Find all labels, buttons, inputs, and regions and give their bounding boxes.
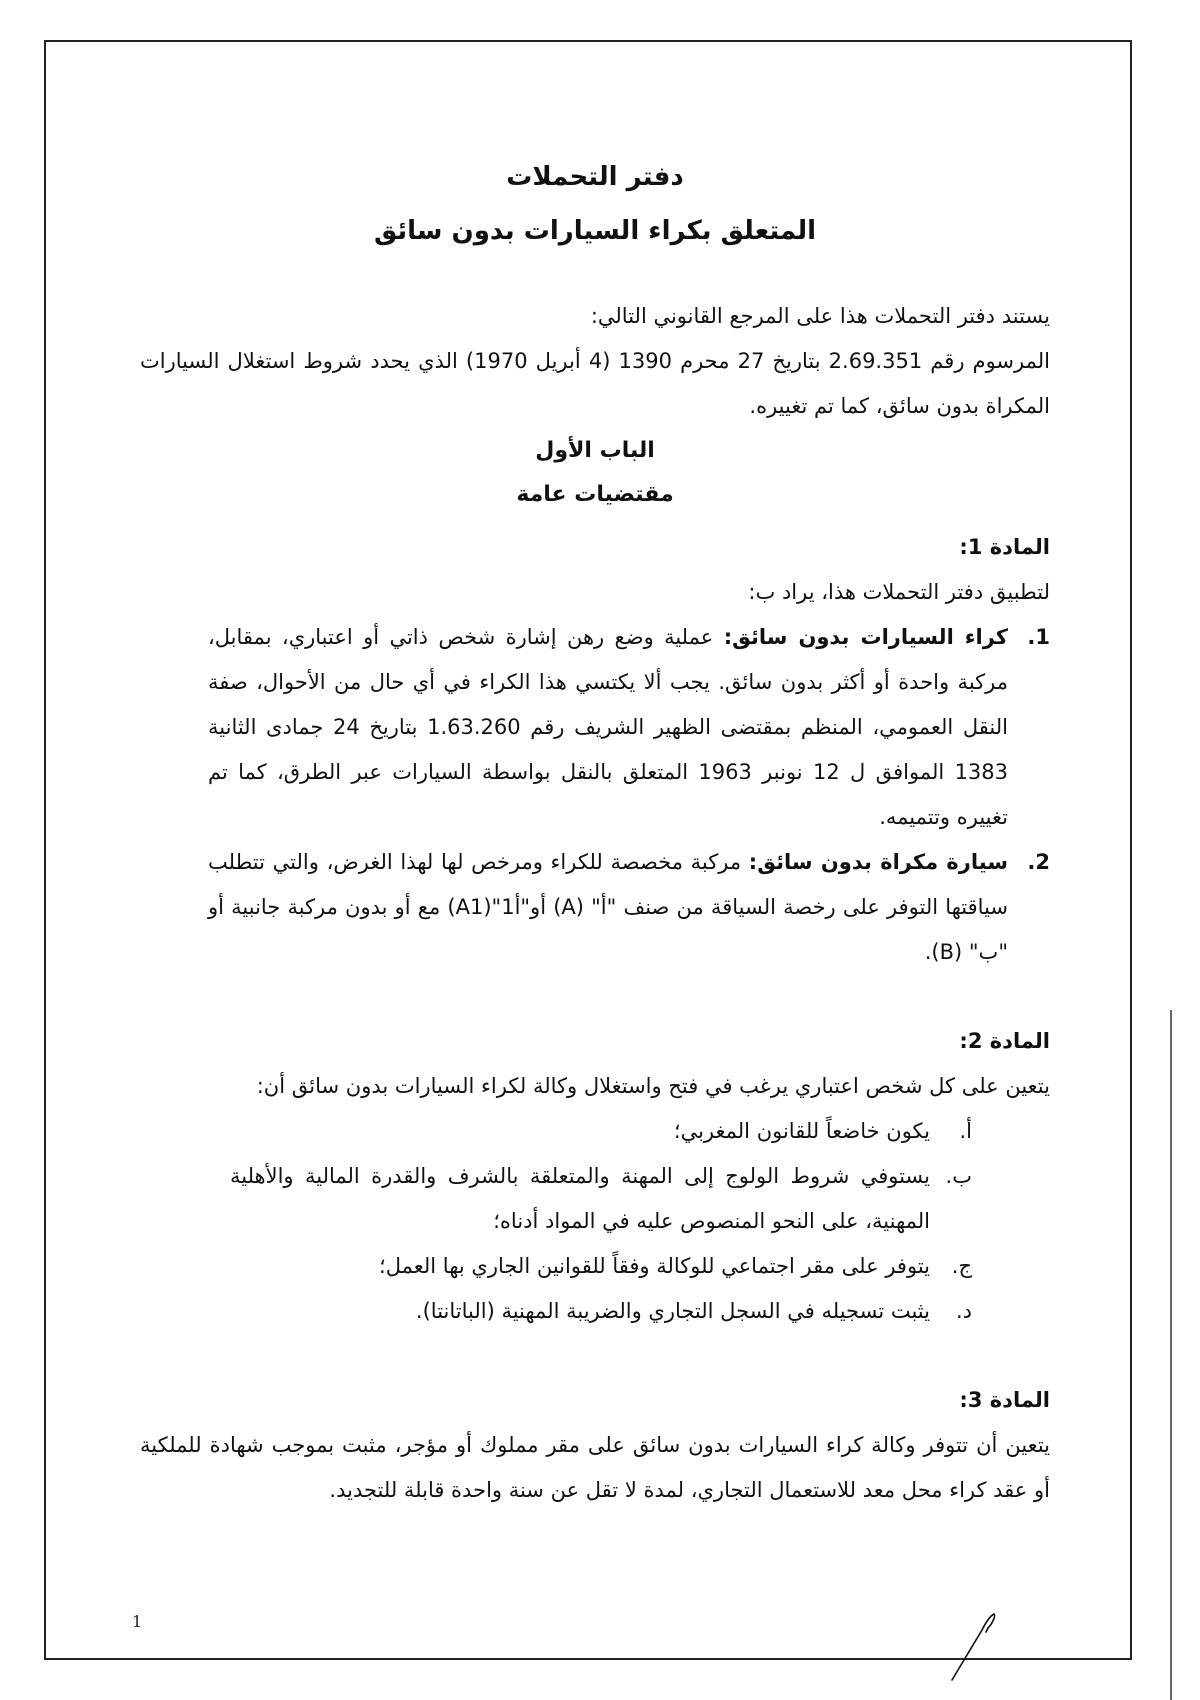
document-subtitle: المتعلق بكراء السيارات بدون سائق bbox=[373, 216, 817, 246]
chapter-subtitle: مقتضيات عامة bbox=[516, 482, 674, 507]
definition-term: سيارة مكراة بدون سائق: bbox=[748, 850, 1008, 874]
article-1-definitions bbox=[140, 615, 1050, 975]
article-2-lead: يتعين على كل شخص اعتباري يرغب في فتح واستغلال وكالة لكراء السيارات بدون سائق أن: bbox=[256, 1074, 1050, 1098]
condition-item bbox=[230, 1154, 972, 1244]
item-number: 2. bbox=[1027, 850, 1050, 874]
article-3-heading: المادة 3: bbox=[959, 1388, 1050, 1412]
condition-text: يتوفر على مقر اجتماعي للوكالة وفقاً للقوانين الجاري بها العمل؛ bbox=[379, 1254, 930, 1278]
condition-item bbox=[230, 1289, 972, 1334]
definition-item bbox=[208, 840, 1050, 975]
condition-text: يستوفي شروط الولوج إلى المهنة والمتعلقة بالشرف والقدرة المالية والأهلية المهنية، على النحو المنصوص عليه في المواد أدناه؛ bbox=[230, 1164, 930, 1233]
article-2-conditions bbox=[140, 1109, 1050, 1334]
article-2-heading: المادة 2: bbox=[959, 1029, 1050, 1053]
condition-item bbox=[230, 1244, 972, 1289]
legal-reference-lead: يستند دفتر التحملات هذا على المرجع القانوني التالي: bbox=[590, 304, 1050, 328]
chapter-title: الباب الأول bbox=[535, 438, 655, 463]
scan-edge-line bbox=[1170, 1010, 1172, 1700]
definition-text: مركبة مخصصة للكراء ومرخص لها لهذا الغرض، والتي تتطلب سياقتها التوفر على رخصة السياقة من صنف "أ" (A) أو"أ1"(A1) مع أو بدون مركبة جانبية أو "ب" (B). bbox=[208, 850, 1009, 964]
item-letter: ب. bbox=[945, 1164, 972, 1188]
legal-reference-decree: المرسوم رقم 2.69.351 بتاريخ 27 محرم 1390 (4 أبريل 1970) الذي يحدد شروط استغلال السيارات المكراة بدون سائق، كما تم تغييره. bbox=[140, 349, 1050, 418]
signature-mark bbox=[948, 1610, 1008, 1686]
article-1-heading: المادة 1: bbox=[959, 535, 1050, 559]
definition-term: كراء السيارات بدون سائق: bbox=[723, 625, 1008, 649]
item-number: 1. bbox=[1027, 625, 1050, 649]
item-letter: أ. bbox=[959, 1119, 972, 1143]
item-letter: د. bbox=[955, 1299, 972, 1323]
definition-text: عملية وضع رهن إشارة شخص ذاتي أو اعتباري، بمقابل، مركبة واحدة أو أكثر بدون سائق. يجب ألا يكتسي هذا الكراء في أي حال من الأحوال، صفة النقل العمومي، المنظم بمقتضى الظهير الشريف رقم 1.63.260 بتاريخ 24 جمادى الثانية 1383 الموافق ل 12 نونبر 1963 المتعلق بالنقل بواسطة السيارات عبر الطرق، كما تم تغييره وتتميمه. bbox=[208, 625, 1009, 829]
condition-item bbox=[230, 1109, 972, 1154]
article-3-text: يتعين أن تتوفر وكالة كراء السيارات بدون سائق على مقر مملوك أو مؤجر، مثبت بموجب شهادة للملكية أو عقد كراء محل معد للاستعمال التجاري، لمدة لا تقل عن سنة واحدة قابلة للتجديد. bbox=[140, 1433, 1050, 1502]
page-number: 1 bbox=[132, 1612, 143, 1631]
article-1-lead: لتطبيق دفتر التحملات هذا، يراد ب: bbox=[748, 580, 1050, 604]
definition-item bbox=[208, 615, 1050, 840]
document-title: دفتر التحملات bbox=[506, 162, 684, 192]
document-body bbox=[140, 150, 1050, 1513]
condition-text: يكون خاضعاً للقانون المغربي؛ bbox=[673, 1119, 930, 1143]
condition-text: يثبت تسجيله في السجل التجاري والضريبة المهنية (الباتانتا). bbox=[415, 1299, 930, 1323]
item-letter: ج. bbox=[951, 1254, 972, 1278]
